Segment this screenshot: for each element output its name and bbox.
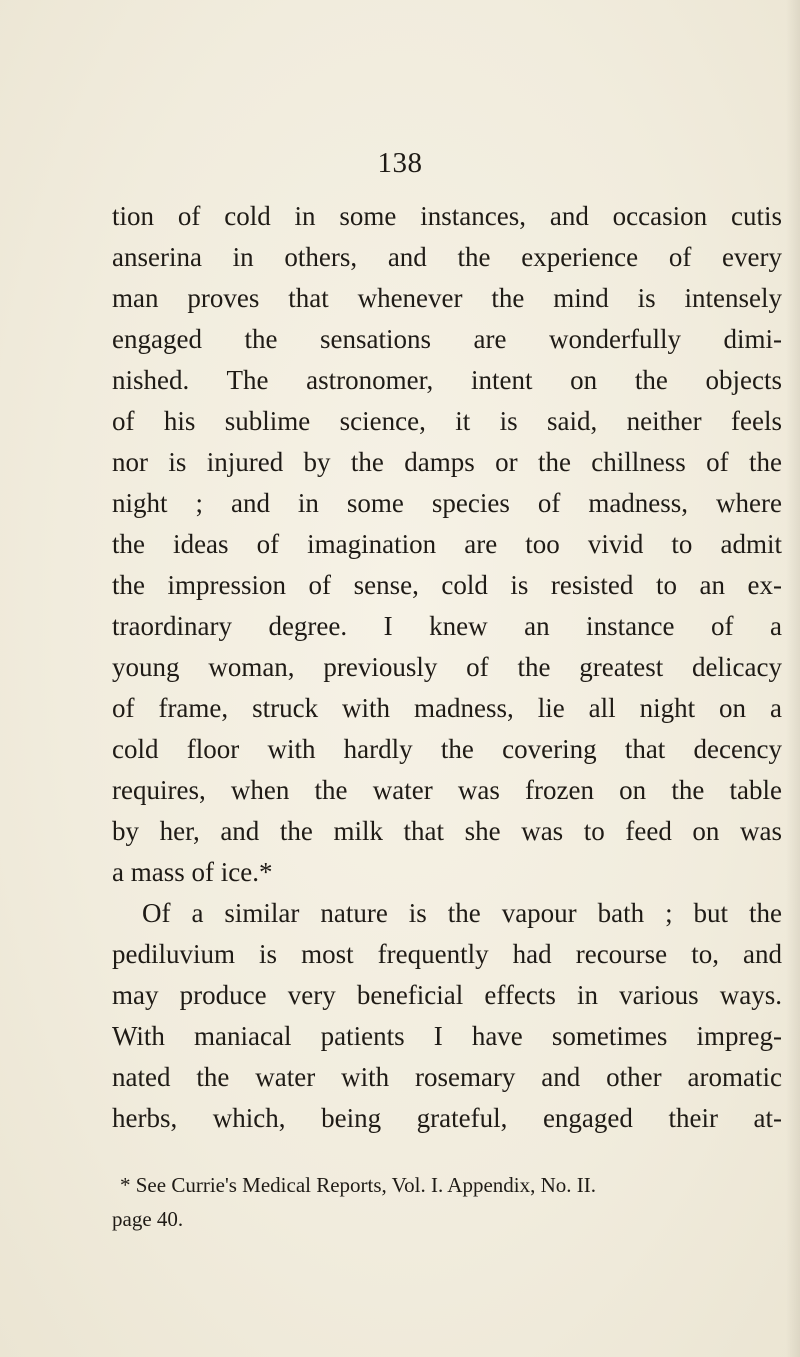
footnote-line: * See Currie's Medical Reports, Vol. I. Appendix, No. II. (120, 1173, 597, 1197)
page-edge-shadow (786, 0, 800, 1357)
page-number: 138 (377, 147, 423, 179)
text-line: nished. The astronomer, intent on the objects (112, 365, 782, 395)
text-line: night ; and in some species of madness, where (112, 488, 782, 518)
text-line: cold floor with hardly the covering that decency (112, 734, 782, 764)
text-line: traordinary degree. I knew an instance of a (112, 611, 782, 641)
text-line: engaged the sensations are wonderfully dimi- (112, 324, 782, 354)
text-line: of his sublime science, it is said, neither feels (112, 406, 782, 436)
text-line: pediluvium is most frequently had recourse to, and (112, 939, 782, 969)
text-line: requires, when the water was frozen on the table (112, 775, 782, 805)
text-line: by her, and the milk that she was to feed on was (112, 816, 782, 846)
text-line: tion of cold in some instances, and occasion cutis (112, 201, 782, 231)
footnote (112, 1168, 788, 1236)
paragraph-start-line: Of a similar nature is the vapour bath ; but the (142, 898, 782, 928)
text-line: nor is injured by the damps or the chillness of the (112, 447, 782, 477)
body-text (112, 196, 782, 1139)
paragraph-end-line: a mass of ice.* (112, 857, 273, 887)
text-line: of frame, struck with madness, lie all night on a (112, 693, 782, 723)
text-line: the impression of sense, cold is resisted to an ex- (112, 570, 782, 600)
text-line: nated the water with rosemary and other aromatic (112, 1062, 782, 1092)
text-line: anserina in others, and the experience of every (112, 242, 782, 272)
text-line: young woman, previously of the greatest delicacy (112, 652, 782, 682)
text-line: With maniacal patients I have sometimes impreg- (112, 1021, 782, 1051)
footnote-line: page 40. (112, 1207, 184, 1231)
text-line: may produce very beneficial effects in various ways. (112, 980, 782, 1010)
text-line: man proves that whenever the mind is intensely (112, 283, 782, 313)
text-line: herbs, which, being grateful, engaged their at- (112, 1103, 782, 1133)
text-line: the ideas of imagination are too vivid to admit (112, 529, 782, 559)
